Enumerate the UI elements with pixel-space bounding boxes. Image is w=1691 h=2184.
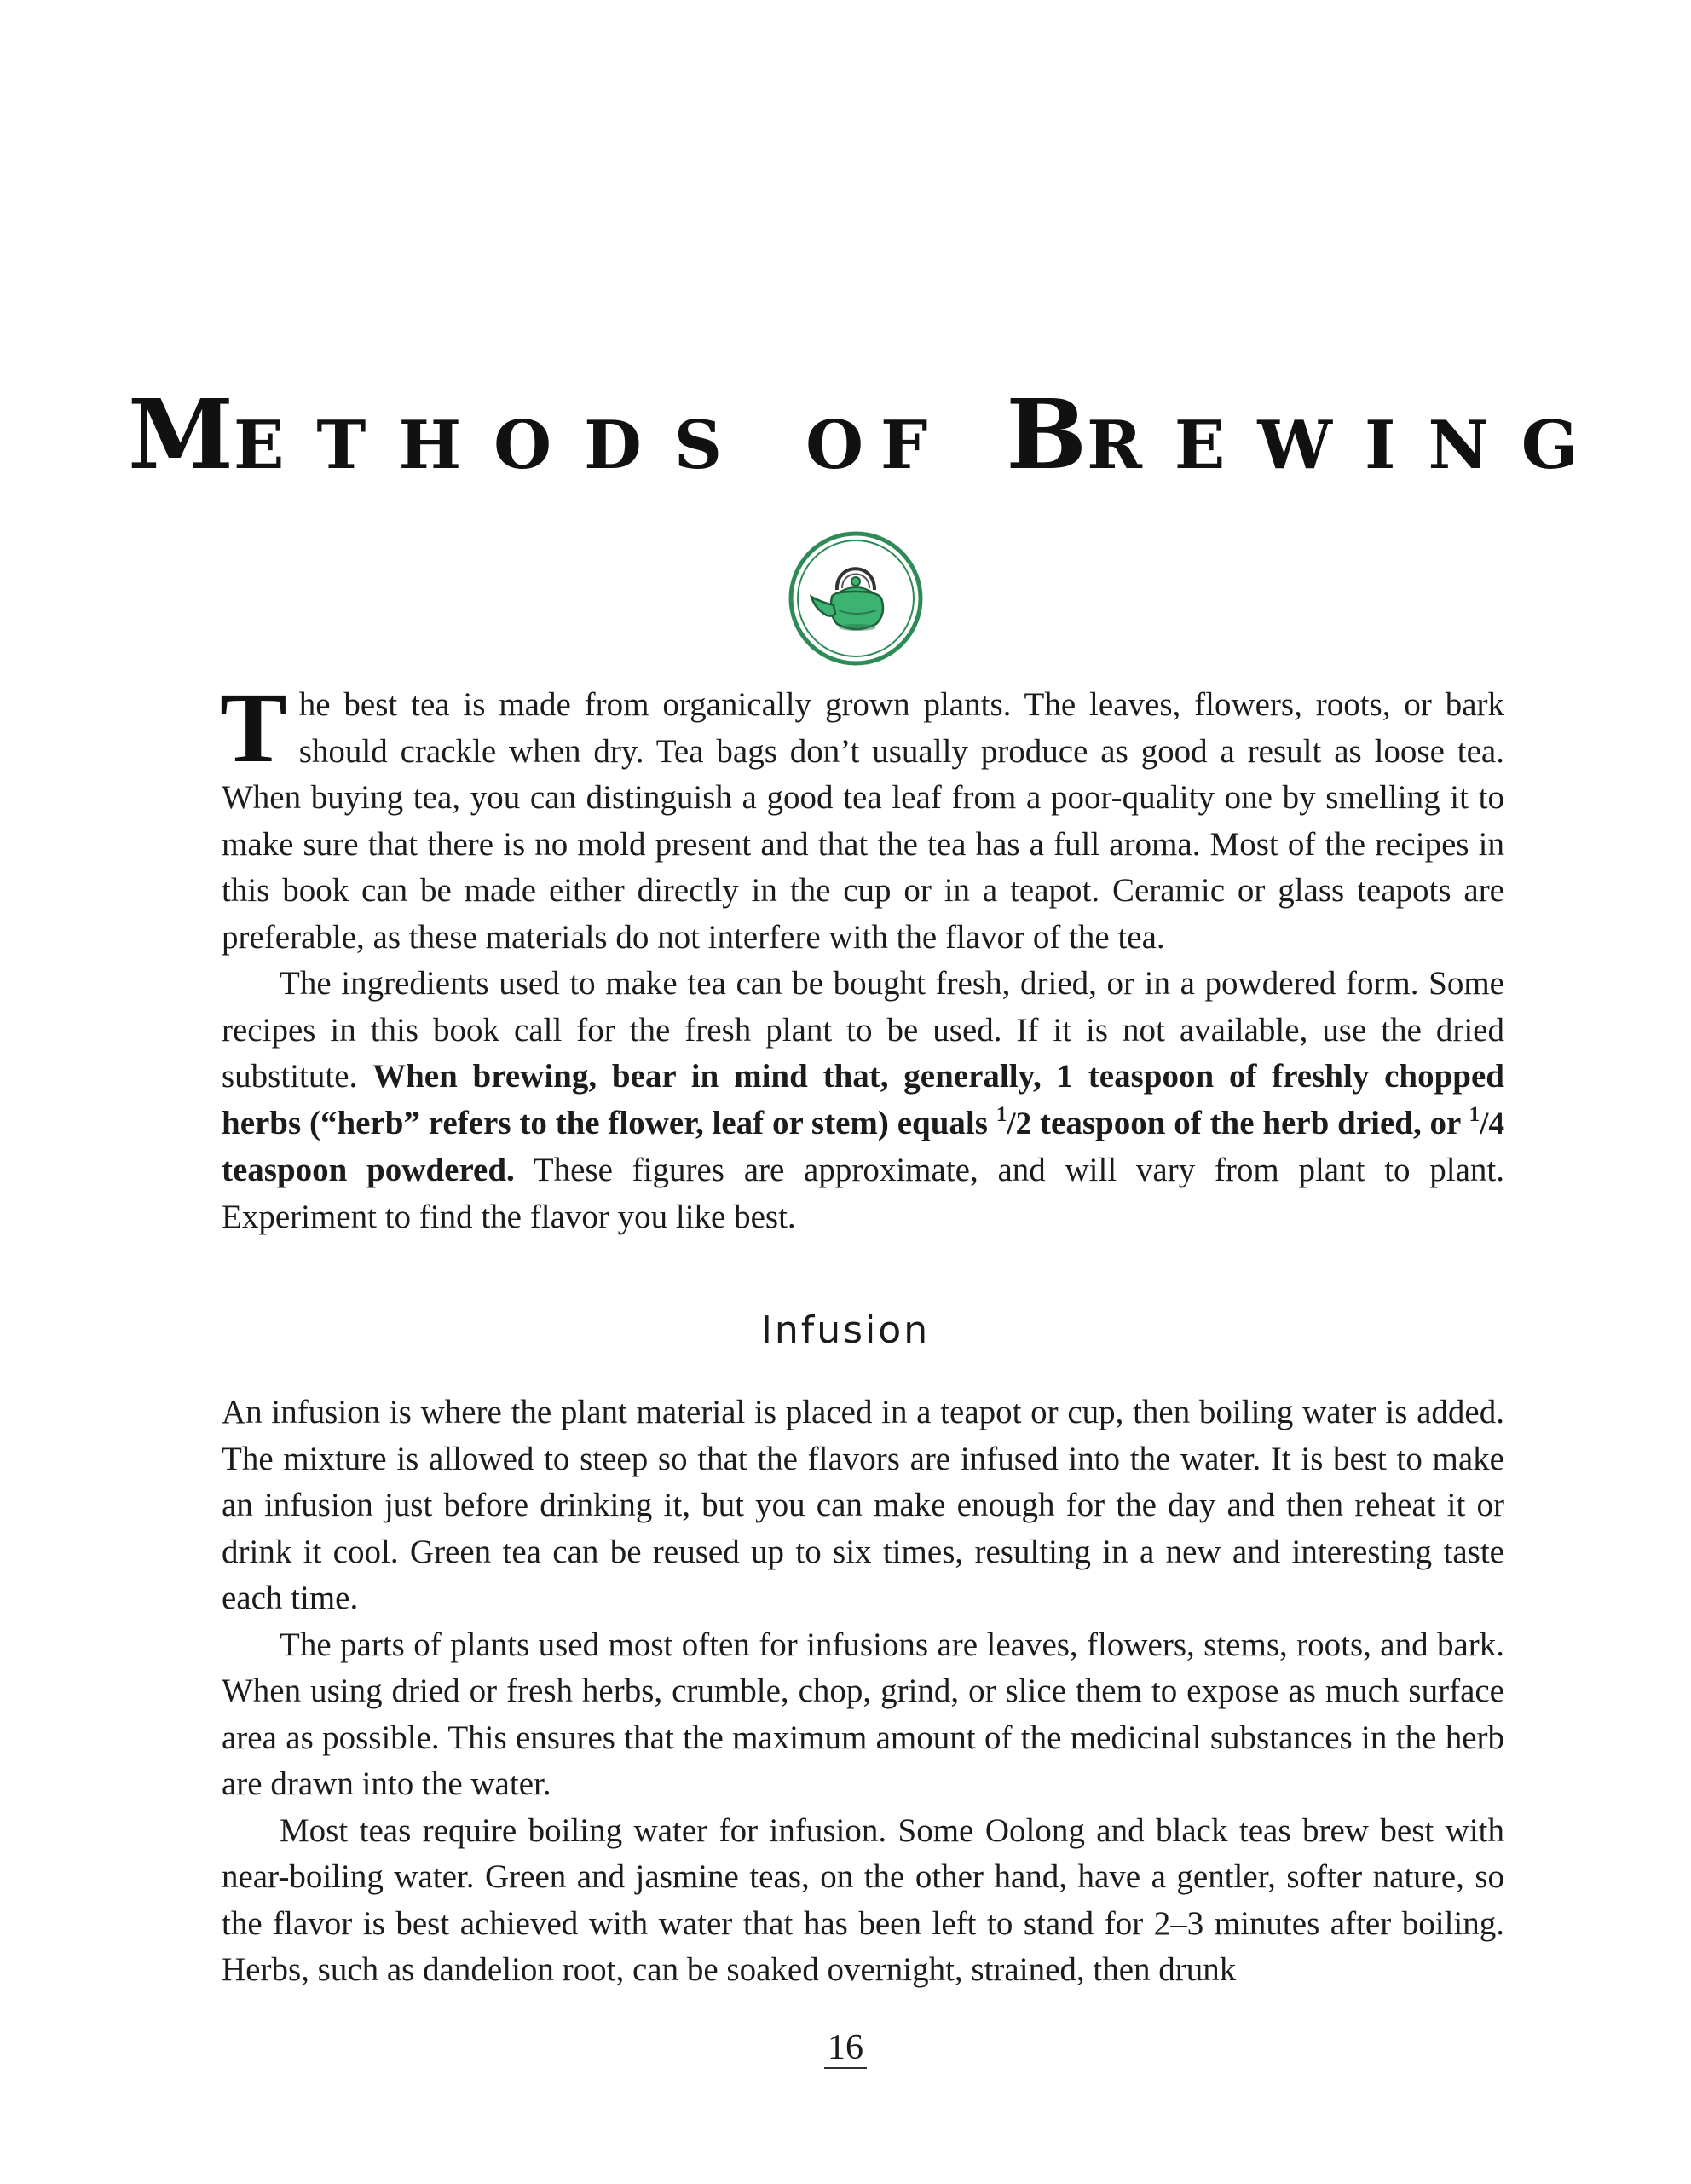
- fraction-quarter-numerator: 1: [1469, 1101, 1480, 1126]
- title-rest-of: OF: [805, 407, 945, 484]
- title-cap-m: M: [128, 379, 234, 491]
- fraction-half-numerator: 1: [996, 1101, 1007, 1126]
- drop-cap: T: [220, 672, 287, 783]
- page-number-text: 16: [824, 2028, 867, 2069]
- title-word-methods: [128, 379, 755, 491]
- teapot-icon: [786, 529, 926, 668]
- title-word-of: [805, 407, 945, 484]
- chapter-title: [128, 379, 1611, 516]
- teapot-emblem-graphic: [786, 529, 926, 668]
- fraction-half: [996, 1101, 1032, 1141]
- fraction-quarter-denominator: /4: [1480, 1106, 1504, 1141]
- title-rest-methods: ETHODS: [233, 407, 755, 484]
- intro-paragraph-2-bold-b: teaspoon of the herb dried, or: [1031, 1104, 1469, 1141]
- intro-paragraph-2-bold-c: teaspoon powdered.: [222, 1152, 515, 1188]
- intro-paragraph-1-text: he best tea is made from organically grown plants. The leaves, flowers, roots, or bark should crackle when dry. Tea bags don’t usually produce as good a result as loose tea. When buying tea, you can distinguish a good tea leaf from a poor-quality one by smelling it to make sure that there is no mold present and that the tea has a full aroma. Most of the recipes in this book can be made either directly in the cup or in a teapot. Ceramic or glass teapots are preferable, as these materials do not interfere with the flavor of the tea.: [222, 686, 1504, 956]
- fraction-quarter: [1469, 1101, 1504, 1141]
- intro-paragraph-2-text-b: These figures are approximate, and will vary from plant to plant. Experiment to find the flavor you like best.: [222, 1152, 1504, 1235]
- title-cap-b: B: [1006, 379, 1088, 491]
- infusion-paragraph-1: An infusion is where the plant material is placed in a teapot or cup, then boiling water is added. The mixture is allowed to steep so that the flavors are infused into the water. It is best to make an infusion just before drinking it, but you can make enough for the day and then reheat it or drink it cool. Green tea can be reused up to six times, resulting in a new and interesting taste each time.: [222, 1394, 1504, 1616]
- intro-paragraph-2-bold-a: When brewing, bear in mind that, generally, 1 teaspoon of freshly chopped herbs (“herb” refers to the flower, leaf or stem) equals: [222, 1058, 1504, 1141]
- title-word-brewing: [1006, 379, 1611, 491]
- title-rest-brewing: REWING: [1087, 407, 1611, 484]
- infusion-paragraph-3: Most teas require boiling water for infusion. Some Oolong and black teas brew best with near-boiling water. Green and jasmine teas, on the other hand, have a gentler, softer nature, so the flavor is best achieved with water that has been left to stand for 2–3 minutes after boiling. Herbs, such as dandelion root, can be soaked overnight, strained, then drunk: [222, 1811, 1504, 1988]
- intro-paragraph-1: [220, 672, 1504, 961]
- intro-paragraph-2-text-a: The ingredients used to make tea can be bought fresh, dried, or in a powdered form. Some recipes in this book call for the fresh plant to be used. If it is not available, use the dried substitute.: [222, 965, 1504, 1095]
- infusion-paragraph-2: The parts of plants used most often for infusions are leaves, flowers, stems, roots, and bark. When using dried or fresh herbs, crumble, chop, grind, or slice them to expose as much surface area as possible. This ensures that the maximum amount of the medicinal substances in the herb are drawn into the water.: [222, 1626, 1504, 1802]
- infusion-heading: Infusion: [760, 1309, 931, 1352]
- infusion-section: [222, 1390, 1504, 1994]
- page-number: [0, 2027, 1691, 2068]
- intro-paragraph-2: [222, 961, 1504, 1240]
- fraction-half-denominator: /2: [1007, 1106, 1032, 1141]
- intro-section: [220, 672, 1504, 1240]
